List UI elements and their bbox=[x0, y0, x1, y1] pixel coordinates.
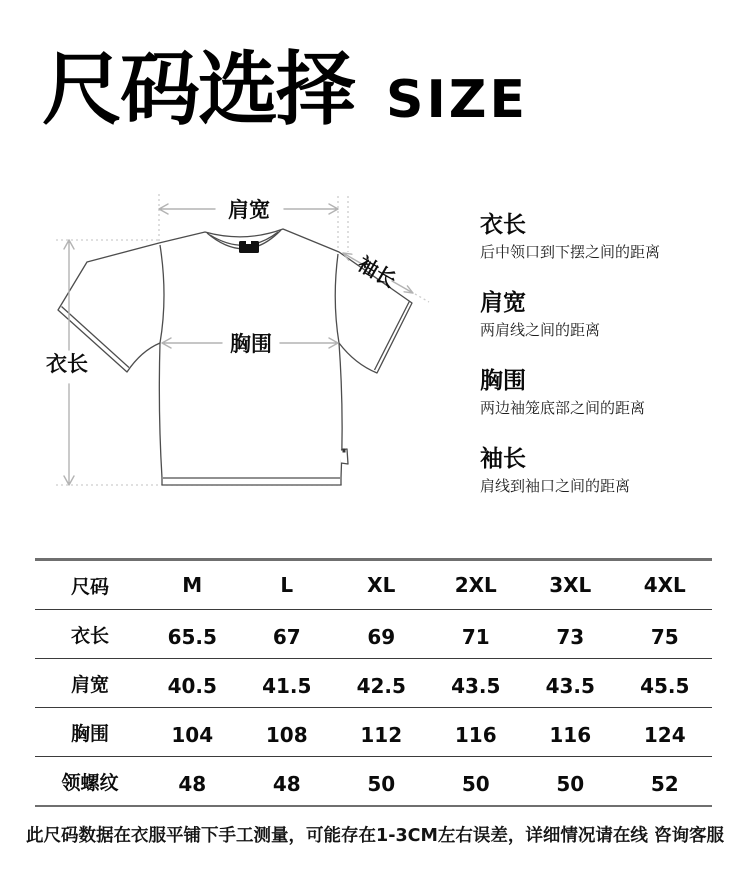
row-label: 领螺纹 bbox=[61, 771, 119, 794]
cell-value: 43.5 bbox=[545, 674, 595, 698]
header-2xl: 2XL bbox=[454, 573, 497, 597]
sleeve-length-label: 袖长 bbox=[353, 251, 401, 293]
table-row-collar-rib bbox=[35, 757, 712, 805]
cell-value: 75 bbox=[650, 625, 679, 649]
cell-value: 50 bbox=[556, 772, 585, 796]
cell-value: 42.5 bbox=[356, 674, 406, 698]
measurement-definitions bbox=[480, 212, 730, 524]
table-row-body-length bbox=[35, 610, 712, 659]
cell-value: 50 bbox=[367, 772, 396, 796]
chest-label: 胸围 bbox=[230, 332, 272, 356]
definition-description: 两边袖笼底部之间的距离 bbox=[480, 399, 646, 418]
cell-value: 48 bbox=[272, 772, 301, 796]
collar-brand-label-mark bbox=[246, 241, 251, 244]
definition-description: 两肩线之间的距离 bbox=[480, 321, 601, 340]
cell-value: 45.5 bbox=[640, 674, 690, 698]
cell-value: 104 bbox=[171, 723, 214, 747]
definition-term: 袖长 bbox=[480, 445, 526, 472]
header-m: M bbox=[182, 573, 203, 597]
row-label: 衣长 bbox=[70, 624, 109, 647]
cell-value: 48 bbox=[178, 772, 207, 796]
definition-description: 肩线到袖口之间的距离 bbox=[480, 477, 631, 496]
header-3xl: 3XL bbox=[549, 573, 592, 597]
cell-value: 67 bbox=[272, 625, 301, 649]
page-title bbox=[42, 43, 529, 136]
size-table bbox=[35, 558, 712, 807]
cell-value: 52 bbox=[650, 772, 679, 796]
body-length-label: 衣长 bbox=[46, 352, 88, 376]
header-xl: XL bbox=[367, 573, 396, 597]
header-4xl: 4XL bbox=[643, 573, 686, 597]
definition-term: 胸围 bbox=[480, 367, 526, 394]
cell-value: 73 bbox=[556, 625, 585, 649]
cell-value: 69 bbox=[367, 625, 396, 649]
cell-value: 43.5 bbox=[451, 674, 501, 698]
side-tag-mark bbox=[343, 449, 346, 453]
table-row-shoulder-width bbox=[35, 659, 712, 708]
cell-value: 116 bbox=[549, 723, 592, 747]
tshirt-measurement-diagram bbox=[30, 180, 460, 510]
row-label: 胸围 bbox=[70, 722, 109, 745]
definition-term: 衣长 bbox=[480, 212, 526, 238]
cell-value: 124 bbox=[643, 723, 686, 747]
page-title-english: SIZE bbox=[386, 70, 529, 130]
size-table-header-row bbox=[35, 561, 712, 610]
cell-value: 116 bbox=[454, 723, 497, 747]
cell-value: 65.5 bbox=[167, 625, 217, 649]
cell-value: 50 bbox=[461, 772, 490, 796]
cell-value: 71 bbox=[461, 625, 490, 649]
definition-sleeve-length bbox=[480, 446, 730, 497]
shoulder-width-label: 肩宽 bbox=[228, 198, 270, 222]
header-l: L bbox=[280, 573, 294, 597]
page-title-chinese: 尺码选择 bbox=[42, 43, 354, 136]
cell-value: 108 bbox=[265, 723, 308, 747]
definition-body-length bbox=[480, 212, 730, 263]
cell-value: 40.5 bbox=[167, 674, 217, 698]
cell-value: 112 bbox=[360, 723, 403, 747]
row-label: 肩宽 bbox=[70, 673, 109, 696]
cell-value: 41.5 bbox=[262, 674, 312, 698]
definition-chest bbox=[480, 368, 730, 419]
definition-term: 肩宽 bbox=[480, 289, 526, 316]
definition-description: 后中领口到下摆之间的距离 bbox=[480, 243, 661, 262]
definition-shoulder-width bbox=[480, 290, 730, 341]
measurement-disclaimer: 此尺码数据在衣服平铺下手工测量，可能存在1-3CM左右误差，详细情况请在线 咨询客服 bbox=[26, 826, 724, 846]
header-size: 尺码 bbox=[70, 575, 109, 598]
table-row-chest bbox=[35, 708, 712, 757]
